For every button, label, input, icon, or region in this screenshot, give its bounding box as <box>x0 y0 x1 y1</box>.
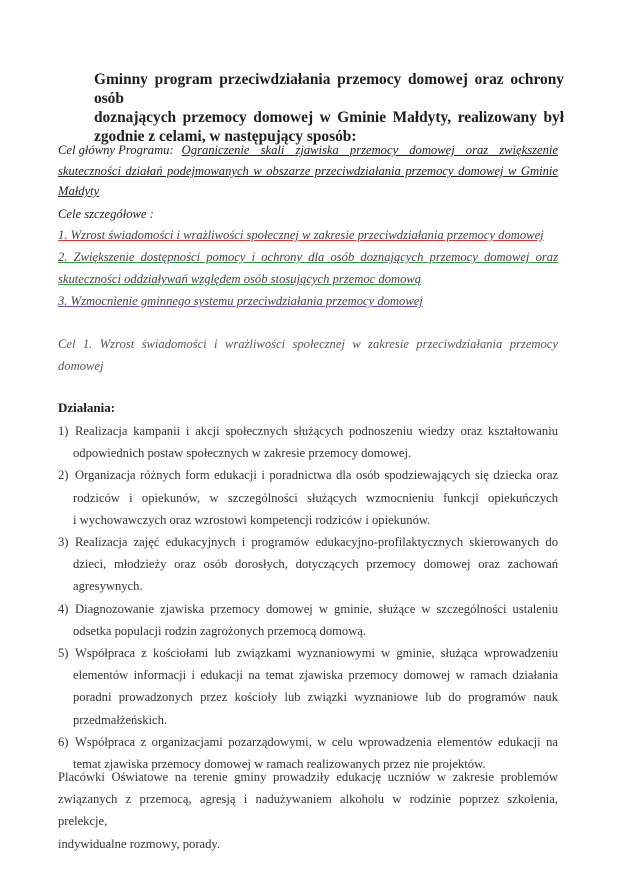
closing-line-2: związanych z przemocą, agresją i nadużywaniem alkoholu w rodzinie poprzez szkolenia, prelekcje, <box>58 792 558 829</box>
action-line: i wychowawczych oraz wzrostowi kompetencji rodziców i opiekunów. <box>73 512 431 527</box>
closing-line-3: indywidualne rozmowy, porady. <box>58 836 221 851</box>
action-line: Współpraca z kościołami lub związkami wyznaniowymi w gminie, służąca wprowadzeniu <box>75 646 558 661</box>
action-number: 6) <box>58 734 69 749</box>
specific-goal-1: 1. Wzrost świadomości i wrażliwości społecznej w zakresie przeciwdziałania przemocy domowej <box>58 228 544 242</box>
action-line: agresywnych. <box>73 579 143 594</box>
main-goal-line-1 <box>58 141 558 159</box>
action-item <box>58 531 558 598</box>
heading-line-1: Gminny program przeciwdziałania przemocy domowej oraz ochrony osób <box>94 71 564 107</box>
closing-line-1: Placówki Oświatowe na terenie gminy prowadziły edukację uczniów w zakresie problemów <box>58 770 558 784</box>
main-goal-text-1: Ograniczenie skali zjawiska przemocy domowej oraz zwiększenie <box>181 143 558 157</box>
action-line: poradni prowadzonych przez kościoły lub związki wyznaniowe lub do programów nauk <box>73 690 558 705</box>
action-line: odsetka populacji rodzin zagrożonych przemocą domową. <box>73 623 367 638</box>
action-item <box>58 642 558 731</box>
goal-1-title-line-2: domowej <box>58 359 104 373</box>
heading-line-2: doznających przemocy domowej w Gminie Małdyty, realizowany był <box>94 109 564 126</box>
specific-goal-2-line-1: 2. Zwiększenie dostępności pomocy i ochrony dla osób doznających przemocy domowej oraz <box>58 250 558 264</box>
action-line: Realizacja zajęć edukacyjnych i programów edukacyjno-profilaktycznych skierowanych do <box>75 535 558 550</box>
action-number: 2) <box>58 468 69 483</box>
specific-goals-label: Cele szczegółowe : <box>58 207 154 221</box>
heading-line-3: zgodnie z celami, w następujący sposób: <box>94 128 357 145</box>
action-line: Diagnozowanie zjawiska przemocy domowej w gminie, służące w szczególności ustaleniu <box>75 601 558 616</box>
main-goal-line-3: Małdyty <box>58 184 100 198</box>
main-goal-label: Cel główny Programu: <box>58 143 174 157</box>
specific-goal-2-line-2: skuteczności oddziaływań względem osób stosujących przemoc domową <box>58 272 422 286</box>
actions-heading: Działania: <box>58 400 116 415</box>
specific-goal-3: 3. Wzmocnienie gminnego systemu przeciwdziałania przemocy domowej <box>58 294 423 308</box>
action-line: Współpraca z organizacjami pozarządowymi, w celu wprowadzenia elementów edukacji na <box>75 734 558 749</box>
actions-list <box>58 420 558 775</box>
action-number: 5) <box>58 646 69 661</box>
goal-1-title-line-1: Cel 1. Wzrost świadomości i wrażliwości społecznej w zakresie przeciwdziałania przemocy <box>58 337 558 351</box>
document-heading <box>94 70 564 146</box>
action-line: Organizacja różnych form edukacji i poradnictwa dla osób spodziewających się dziecka oraz <box>75 468 558 483</box>
action-item <box>58 420 558 464</box>
action-number: 1) <box>58 424 69 438</box>
action-line: rodziców i opiekunów, w szczególności służących wzmocnieniu funkcji opiekuńczych <box>73 490 558 505</box>
action-number: 4) <box>58 601 69 616</box>
action-line: przedmałżeńskich. <box>73 712 168 727</box>
action-number: 3) <box>58 535 69 550</box>
action-line: Realizacja kampanii i akcji społecznych służących podnoszeniu wiedzy oraz kształtowaniu <box>75 424 558 438</box>
action-line: elementów informacji i edukacji na temat zjawiska przemocy domowej w ramach działania <box>73 668 558 683</box>
action-line: dzieci, młodzieży oraz osób dorosłych, dotyczących przemocy domowej oraz zachowań <box>73 557 558 572</box>
action-item <box>58 598 558 642</box>
action-item <box>58 464 558 531</box>
closing-paragraph <box>58 766 558 855</box>
main-goal-line-2: skuteczności działań podejmowanych w obszarze przeciwdziałania przemocy domowej w Gminie <box>58 164 558 178</box>
action-line: temat zjawiska przemocy domowej w ramach realizowanych przez nie projektów. <box>73 757 486 772</box>
goal-1-title <box>58 333 558 377</box>
action-line: odpowiednich postaw społecznych w zakresie przemocy domowej. <box>73 446 412 461</box>
